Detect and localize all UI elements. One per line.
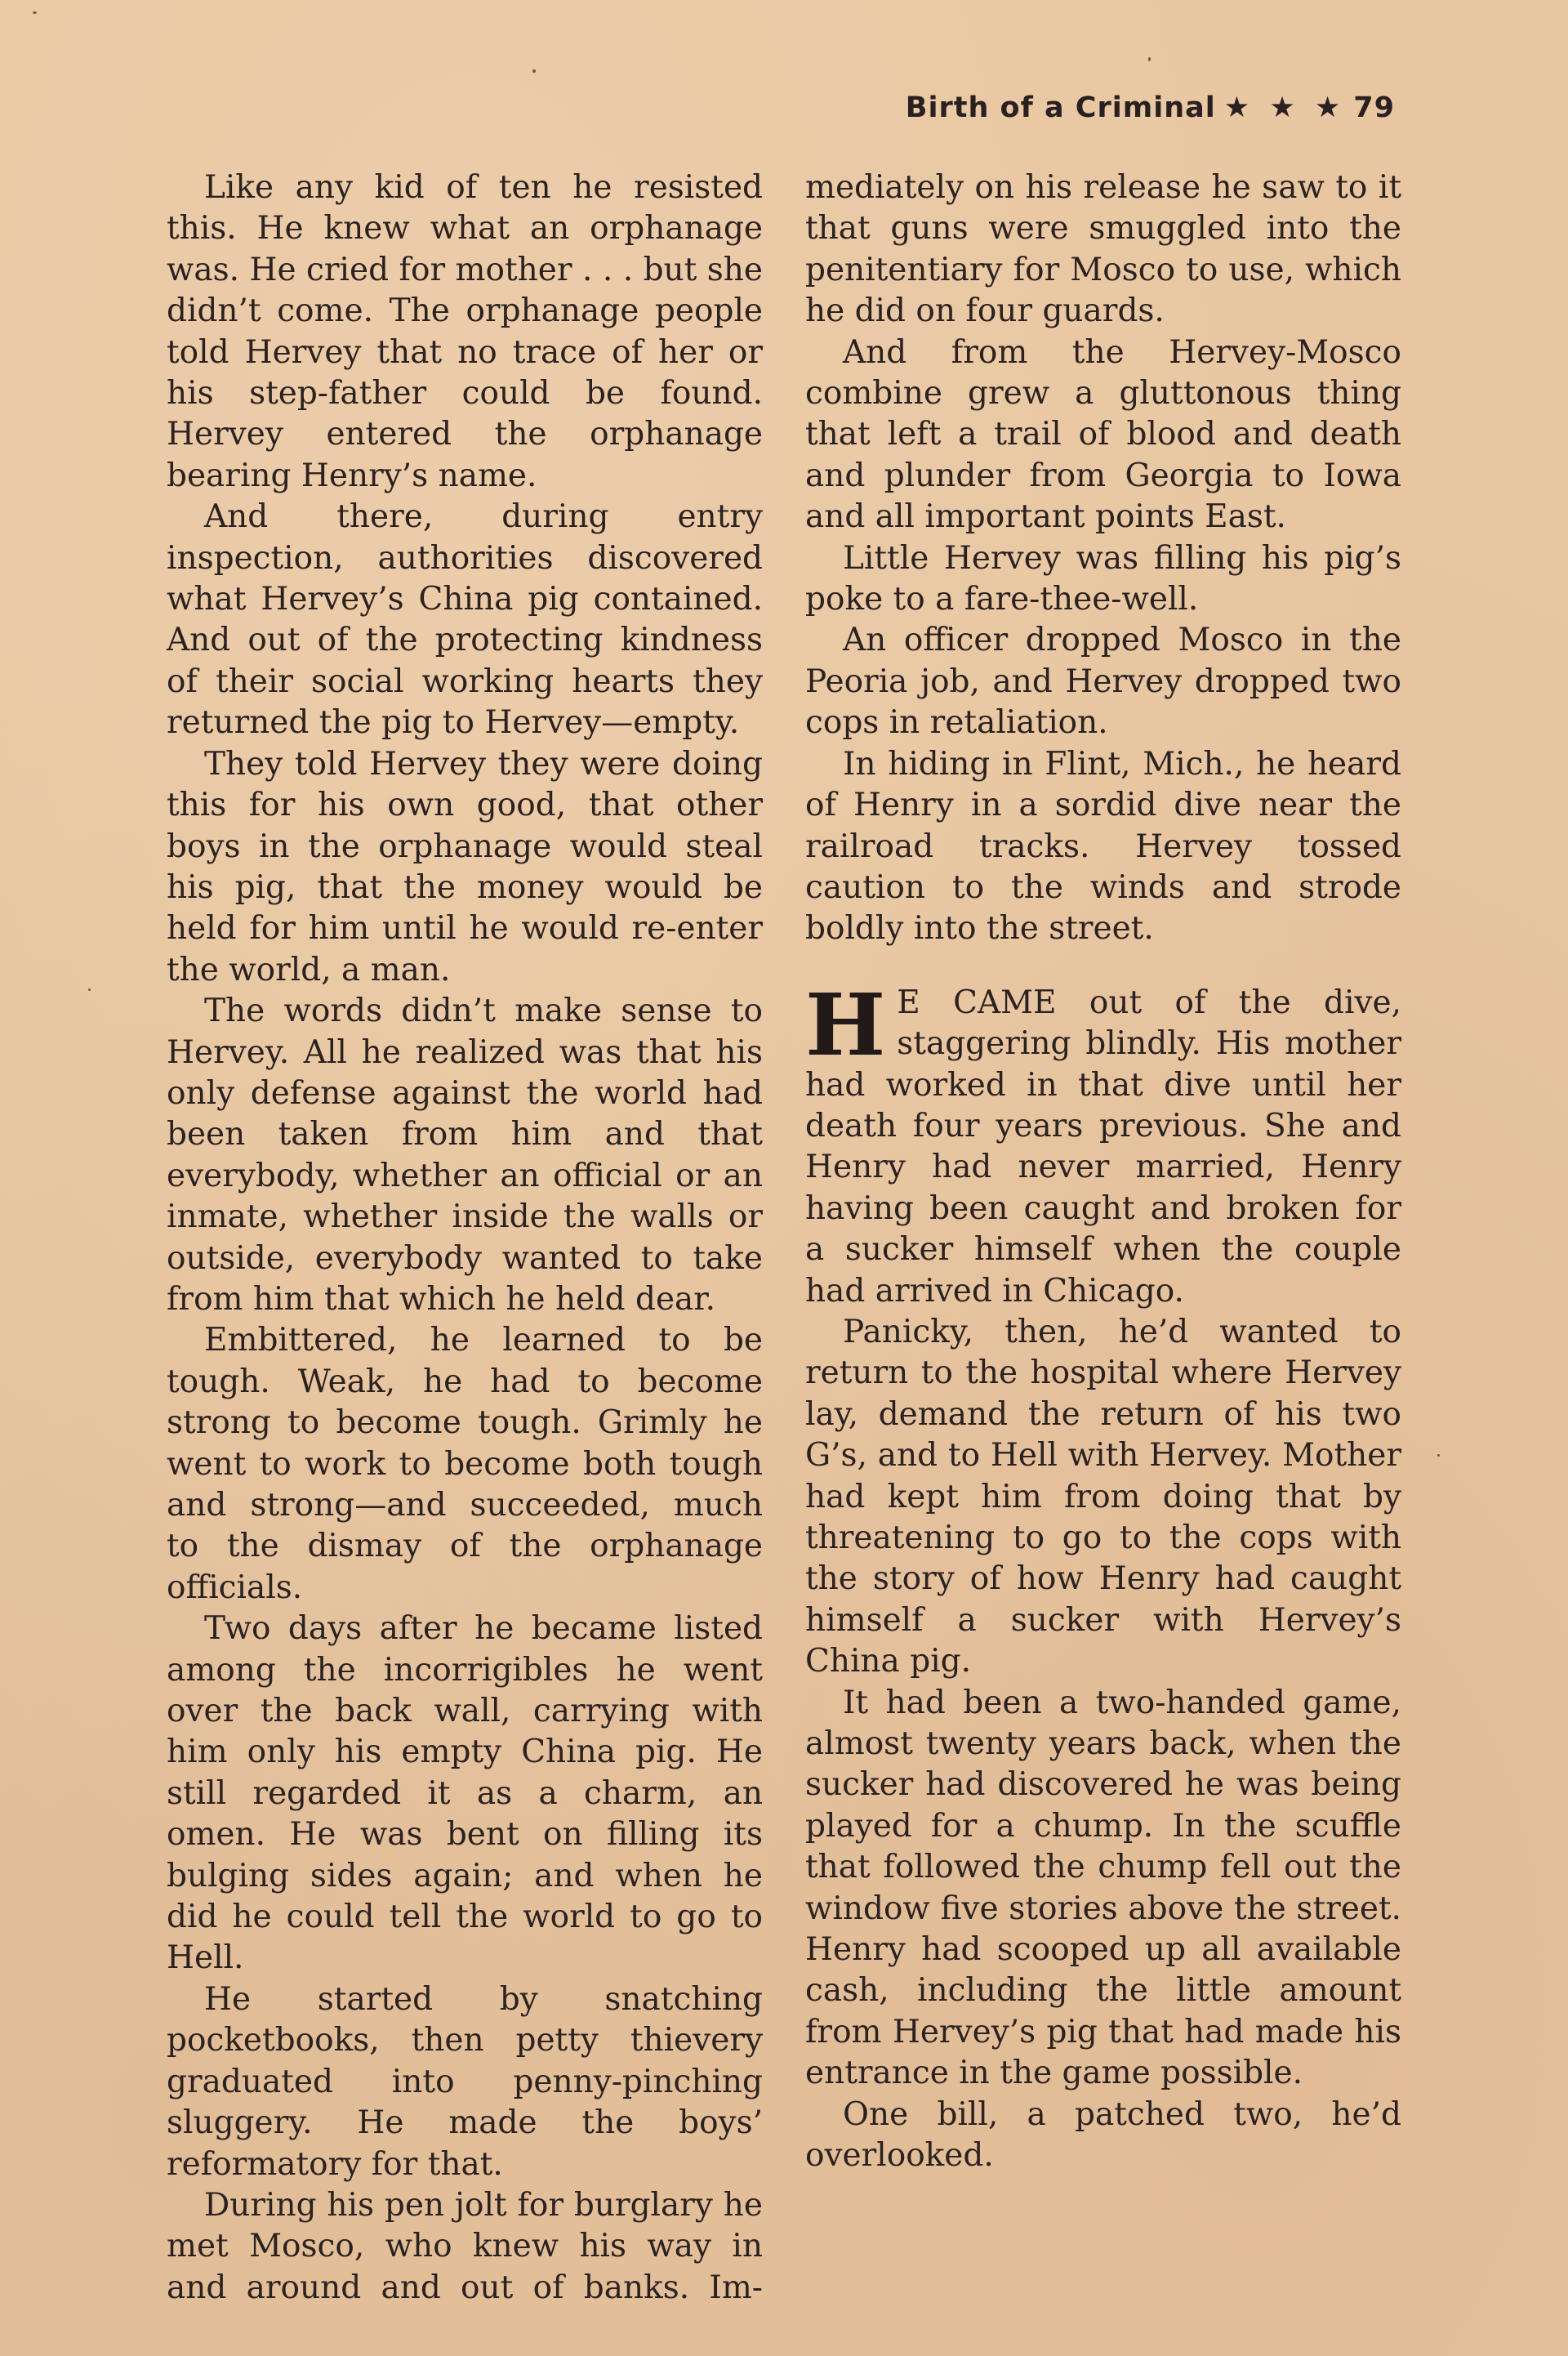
paragraph-continued: mediately on his release he saw to it that guns were smuggled into the penitentiary for Mosco to use, which he did on four guards. (805, 169, 1401, 330)
paragraph: It had been a two-handed game, almost twenty years back, when the sucker had discovered he was being played for a chump. In the scuffle that followed the chump fell out the window five stories above the street. Henry had scooped up all available cash, including the little amount from Hervey’s pig that had made his entrance in the game possible. (805, 1684, 1401, 2092)
paper-speck (1437, 1454, 1440, 1457)
page-number: 79 (1353, 91, 1395, 124)
paragraph: An officer dropped Mosco in the Peoria job, and Hervey dropped two cops in retaliation. (805, 622, 1401, 742)
paragraph: In hiding in Flint, Mich., he heard of Henry in a sordid dive near the railroad tracks. Hervey tossed caution to the winds and strode boldly into the street. (805, 745, 1401, 948)
paragraph: The words didn’t make sense to Hervey. All he realized was that his only defense against the world had been taken from him and that everybody, whether an official or an inmate, whether inside the walls or outside, everybody wanted to take from him that which he held dear. (167, 993, 763, 1318)
paragraph: Like any kid of ten he resisted this. He knew what an orphanage was. He cried for mother . . . but she didn’t come. The orphanage people told Hervey that no trace of her or his step-father could be found. Hervey entered the orphanage bearing Henry’s name. (167, 169, 763, 494)
paragraph: Two days after he became listed among the incorrigibles he went over the back wall, carrying with him only his empty China pig. He still regarded it as a charm, an omen. He was bent on filling its bulging sides again; and when he did he could tell the world to go to Hell. (167, 1610, 763, 1977)
paragraph: He started by snatching pocketbooks, then petty thievery graduated into penny-pinching sluggery. He made the boys’ reformatory for that. (167, 1980, 763, 2183)
paper-speck (532, 69, 536, 73)
paragraph: They told Hervey they were doing this for his own good, that other boys in the orphanage would steal his pig, that the money would be held for him until he would re-enter the world, a man. (167, 745, 763, 988)
drop-cap: H (805, 974, 886, 1075)
section-opening-paragraph (805, 974, 1401, 1312)
paper-speck (88, 988, 91, 991)
paragraph: And from the Hervey-Mosco combine grew a gluttonous thing that left a trail of blood and death and plunder from Georgia to Iowa and all important points East. (805, 333, 1401, 536)
paper-speck (1148, 57, 1151, 61)
right-column (805, 167, 1401, 2177)
section-opening-text: E CAME out of the dive, staggering blindly. His mother had worked in that dive until her death four years previous. She and Henry had never married, Henry having been caught and broken for a sucker himself when the couple had arrived in Chicago. (805, 984, 1401, 1310)
paragraph: Embittered, he learned to be tough. Weak, he had to become strong to become tough. Grimly he went to work to become both tough and strong—and succeeded, much to the dismay of the orphanage officials. (167, 1322, 763, 1606)
running-head (906, 91, 1395, 124)
paragraph: During his pen jolt for burglary he met Mosco, who knew his way in and around and out of banks. Im- (167, 2186, 763, 2306)
paragraph: One bill, a patched two, he’d overlooked. (805, 2095, 1401, 2175)
paragraph: Little Hervey was filling his pig’s poke to a fare-thee-well. (805, 539, 1401, 618)
section-break (805, 950, 1401, 983)
story-title: Birth of a Criminal (905, 91, 1216, 124)
paper-speck (33, 11, 37, 14)
paragraph: And there, during entry inspection, authorities discovered what Hervey’s China pig contained. And out of the protecting kindness of their social working hearts they returned the pig to Hervey—empty. (167, 498, 763, 742)
star-ornaments: ★ ★ ★ (1223, 91, 1346, 124)
paragraph: Panicky, then, he’d wanted to return to the hospital where Hervey lay, demand the return of his two G’s, and to Hell with Hervey. Mother had kept him from doing that by threatening to go to the cops with the story of how Henry had caught himself a sucker with Hervey’s China pig. (805, 1313, 1401, 1680)
left-column (167, 167, 763, 2309)
